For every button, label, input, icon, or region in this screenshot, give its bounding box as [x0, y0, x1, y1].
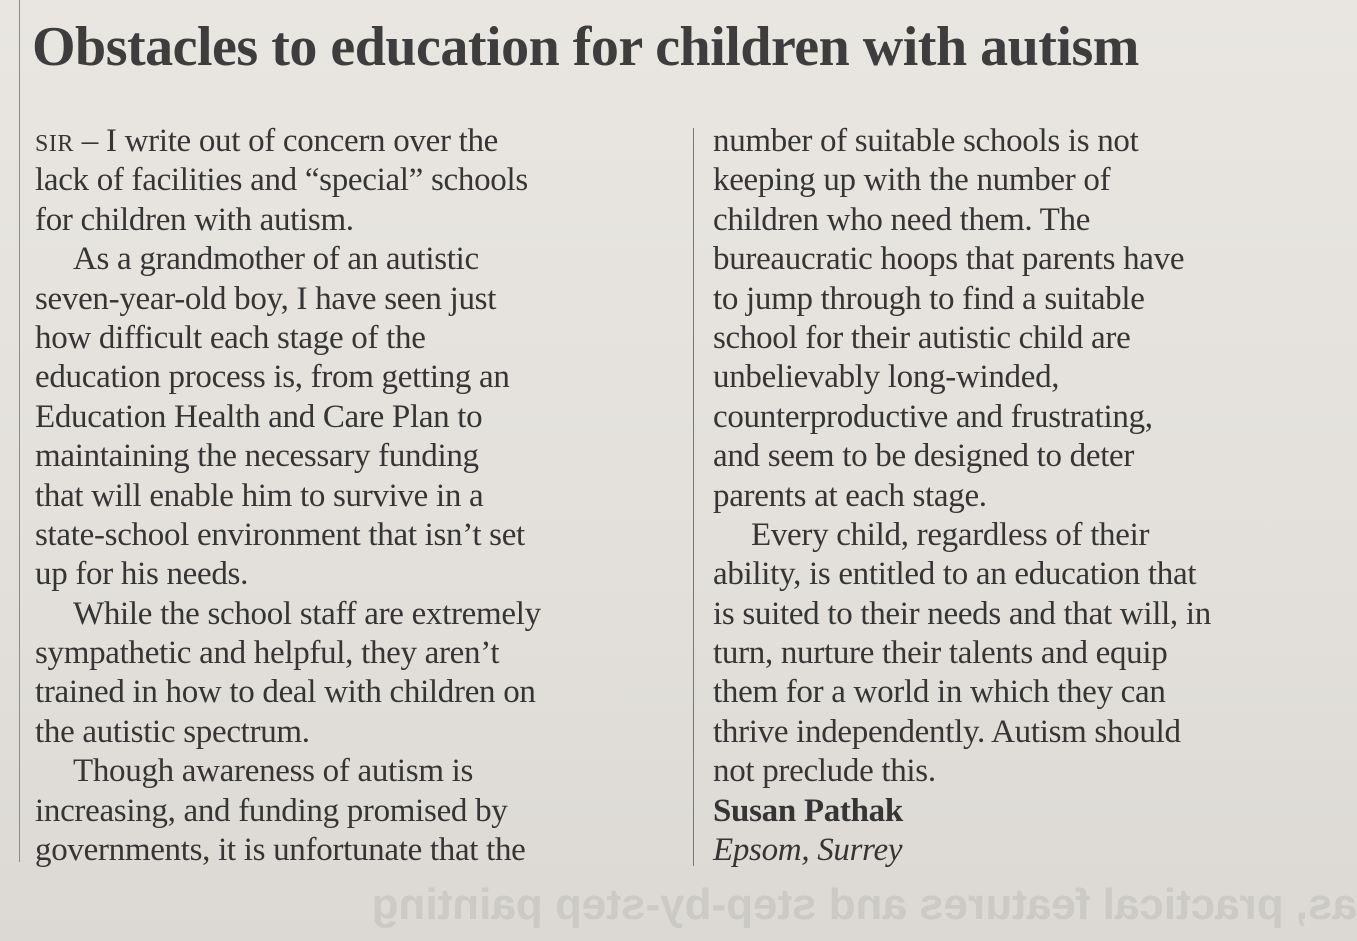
left-line: trained in how to deal with children on [35, 674, 536, 711]
right-line: them for a world in which they can [713, 674, 1166, 711]
right-line: children who need them. The [713, 201, 1091, 238]
left-line: for children with autism. [35, 201, 354, 238]
right-line: turn, nurture their talents and equip [713, 635, 1168, 672]
right-line: thrive independently. Autism should [713, 713, 1181, 750]
left-line [35, 122, 685, 161]
letter-column-left [35, 122, 685, 870]
left-line: seven-year-old boy, I have seen just [35, 280, 497, 317]
left-line: up for his needs. [35, 556, 249, 593]
left-line: increasing, and funding promised by [35, 792, 508, 829]
left-line: lack of facilities and “special” schools [35, 162, 528, 199]
right-line: parents at each stage. [713, 477, 987, 514]
right-line: number of suitable schools is not [713, 123, 1139, 159]
left-line: Education Health and Care Plan to [35, 398, 483, 435]
right-line: keeping up with the number of [713, 162, 1111, 199]
signature-location: Epsom, Surrey [713, 832, 903, 869]
line-text: – I write out of concern over the [73, 123, 498, 159]
left-line: Though awareness of autism is [73, 753, 474, 790]
left-line: how difficult each stage of the [35, 319, 426, 356]
bleed-through-text: as, practical features and step-by-step painting [371, 880, 1357, 929]
right-line: unbelievably long-winded, [713, 359, 1060, 396]
column-divider [693, 128, 694, 866]
right-line: school for their autistic child are [713, 319, 1131, 356]
right-line: counterproductive and frustrating, [713, 398, 1153, 435]
left-line: state-school environment that isn’t set [35, 516, 525, 553]
left-margin-rule [19, 0, 20, 862]
left-line: sympathetic and helpful, they aren’t [35, 635, 500, 672]
salutation: SIR [35, 131, 74, 157]
left-line: that will enable him to survive in a [35, 477, 484, 514]
right-line: Every child, regardless of their [751, 516, 1150, 553]
right-line: bureaucratic hoops that parents have [713, 241, 1185, 278]
right-line: ability, is entitled to an education that [713, 556, 1197, 593]
right-line: not preclude this. [713, 753, 936, 790]
right-line: is suited to their needs and that will, in [713, 595, 1211, 632]
right-line: to jump through to find a suitable [713, 280, 1145, 317]
left-line: maintaining the necessary funding [35, 438, 479, 475]
left-line: the autistic spectrum. [35, 713, 310, 750]
letter-column-right [713, 122, 1353, 870]
left-line: governments, it is unfortunate that the [35, 832, 526, 869]
left-line: As a grandmother of an autistic [73, 241, 479, 278]
right-line: and seem to be designed to deter [713, 438, 1135, 475]
left-line: While the school staff are extremely [73, 595, 541, 632]
signature-name: Susan Pathak [713, 792, 903, 829]
article-headline: Obstacles to education for children with autism [32, 16, 1139, 78]
left-line: education process is, from getting an [35, 359, 510, 396]
